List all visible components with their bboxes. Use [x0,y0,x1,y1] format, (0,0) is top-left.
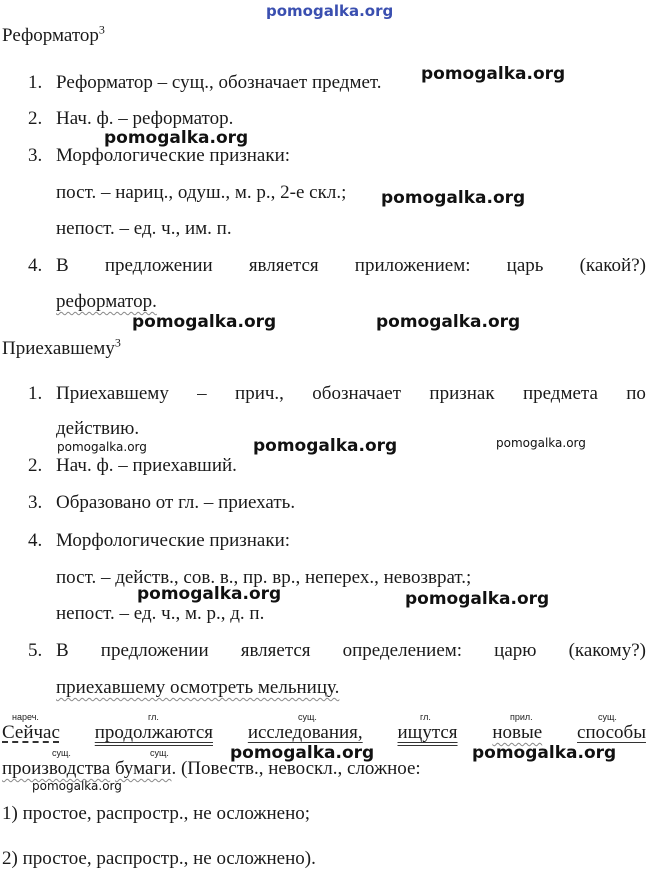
justified-line [56,640,646,662]
footnote-mark: 3 [98,22,105,37]
sentence-characteristic: . (Повеств., невоскл., сложное: [171,758,421,779]
watermark: pomogalka.org [381,188,526,208]
underlined-phrase: приехавшему осмотреть мельницу. [56,677,340,698]
pos-label: сущ. [298,712,317,722]
underlined-word: реформатор. [56,291,157,312]
item-number: 2. [28,108,43,129]
watermark: pomogalka.org [253,436,398,456]
watermark: pomogalka.org [57,440,147,454]
subject-word: исследования, [247,722,363,743]
pos-label: гл. [420,712,431,722]
watermark: pomogalka.org [104,128,249,148]
sentence-line-2 [2,758,421,780]
item-number: 3. [28,492,43,513]
item-number: 2. [28,455,43,476]
watermark: pomogalka.org [137,584,282,604]
subject-word: способы [577,722,646,743]
watermark: pomogalka.org [230,743,375,763]
footnote-mark: 3 [114,335,121,350]
word: бумаги [114,758,172,779]
word: по [626,383,646,404]
section-title [2,335,121,360]
justified-line [56,255,646,277]
word: В [56,640,69,661]
word: определением: [342,640,463,661]
sentence-part-1: 1) простое, распростр., не осложнено; [2,803,311,824]
sentence-part-2: 2) простое, распростр., не осложнено). [2,848,316,869]
item-number: 1. [28,72,43,93]
word: В [56,255,69,276]
justified-line [56,383,646,405]
pos-label: гл. [148,712,159,722]
item-continuation: действию. [56,418,140,439]
title-text: Реформатор [2,25,99,46]
word: приложением: [354,255,471,276]
item-subtext: пост. – действ., сов. в., пр. вр., неперех., невозврат.; [56,567,472,588]
predicate-word: продолжаются [94,722,213,743]
item-text: Реформатор – сущ., обозначает предмет. [56,72,382,93]
item-subtext: непост. – ед. ч., им. п. [56,218,232,239]
word: предмета [522,383,598,404]
word: Приехавшему [56,383,169,404]
item-number: 4. [28,255,43,276]
watermark: pomogalka.org [421,64,566,84]
pos-label: сущ. [52,748,71,758]
word: производства [2,758,111,779]
word: новые [492,722,543,743]
pos-label: прил. [510,712,533,722]
item-continuation [56,677,339,699]
item-number: 4. [28,530,43,551]
item-number: 1. [28,383,43,404]
item-text: Образовано от гл. – приехать. [56,492,296,513]
word: является [240,640,311,661]
word: признак [429,383,495,404]
word: (какому?) [568,640,646,661]
predicate-word: ищутся [397,722,458,743]
item-subtext: пост. – нариц., одуш., м. р., 2-е скл.; [56,182,347,203]
pos-label: сущ. [150,748,169,758]
word: предложении [104,255,213,276]
watermark: pomogalka.org [496,436,586,450]
item-text: Нач. ф. – приехавший. [56,455,237,476]
item-number: 5. [28,640,43,661]
pos-label: сущ. [598,712,617,722]
word: прич., [235,383,284,404]
item-continuation [56,291,157,313]
word: царь [506,255,544,276]
item-text: Нач. ф. – реформатор. [56,108,234,129]
word: Сейчас [2,722,60,743]
item-subtext: непост. – ед. ч., м. р., д. п. [56,603,265,624]
pos-label: нареч. [12,712,39,722]
watermark: pomogalka.org [472,743,617,763]
word: царю [494,640,537,661]
watermark: pomogalka.org [266,2,394,20]
item-text: Морфологические признаки: [56,530,291,551]
sentence-line-1 [2,722,646,744]
word: (какой?) [579,255,646,276]
item-number: 3. [28,145,43,166]
watermark: pomogalka.org [376,312,521,332]
word: обозначает [312,383,402,404]
word: – [197,383,207,404]
watermark: pomogalka.org [32,779,122,793]
watermark: pomogalka.org [405,589,550,609]
section-title [2,22,105,47]
watermark: pomogalka.org [132,312,277,332]
title-text: Приехавшему [2,338,115,359]
item-text: Морфологические признаки: [56,145,291,166]
word: предложении [100,640,209,661]
word: является [248,255,319,276]
